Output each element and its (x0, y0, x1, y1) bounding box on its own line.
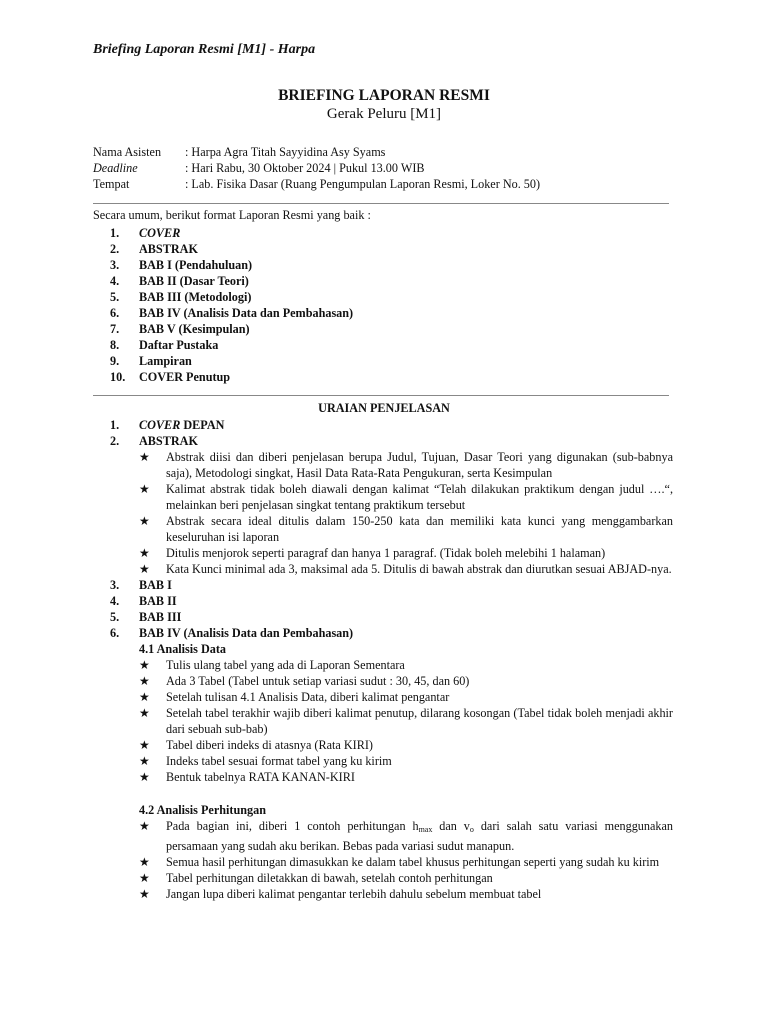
bullet-text: Abstrak secara ideal ditulis dalam 150-250 kata dan memiliki kata kunci yang menggambarkan keseluruhan isi laporan (166, 514, 673, 544)
list-label: BAB I (Pendahuluan) (139, 258, 253, 272)
list-label: ABSTRAK (139, 434, 198, 448)
list-label: Lampiran (139, 354, 192, 368)
list-label: BAB II (139, 594, 177, 608)
info-value: : Lab. Fisika Dasar (Ruang Pengumpulan Laporan Resmi, Loker No. 50) (185, 177, 541, 191)
info-block (93, 144, 693, 192)
bullet-item (139, 449, 673, 481)
uraian-block (110, 417, 673, 902)
bullet-text-part: dan v (432, 819, 470, 833)
intro-text: Secara umum, berikut format Laporan Resmi yang baik : (93, 208, 371, 222)
list-label: BAB IV (Analisis Data dan Pembahasan) (139, 306, 354, 320)
bullet-text: Setelah tabel terakhir wajib diberi kalimat penutup, dilarang kosongan (Tabel tidak boleh menjadi akhir dari sebuah sub-bab) (166, 706, 673, 736)
bullet-text: Tabel diberi indeks di atasnya (Rata KIRI) (166, 738, 373, 752)
bullet-text: Ada 3 Tabel (Tabel untuk setiap variasi sudut : 30, 45, dan 60) (166, 674, 470, 688)
doc-subtitle: Gerak Peluru [M1] (326, 106, 442, 122)
bullet-item (139, 673, 673, 689)
bullet-item (139, 657, 673, 673)
list-item (110, 417, 673, 433)
star-icon: ★ (139, 546, 150, 560)
bullet-text-part: Pada bagian ini, diberi 1 contoh perhitungan h (166, 819, 419, 833)
star-icon: ★ (139, 770, 150, 784)
list-item (110, 305, 353, 321)
list-item (110, 369, 353, 385)
bullet-item (139, 753, 673, 769)
info-key: Deadline (93, 161, 138, 175)
list-num: 1. (110, 418, 120, 432)
list-item (110, 321, 353, 337)
list-label-italic: COVER (139, 418, 181, 432)
section-title: URAIAN PENJELASAN (318, 401, 450, 415)
bullet-item (139, 705, 673, 737)
list-num: 3. (110, 258, 120, 272)
bullet-item (139, 737, 673, 753)
list-label: DEPAN (180, 418, 225, 432)
bullet-item (139, 818, 673, 854)
subsection-title: 4.1 Analisis Data (139, 642, 227, 656)
bullet-text: Kata Kunci minimal ada 3, maksimal ada 5. Ditulis di bawah abstrak dan diurutkan sesuai ABJAD-nya. (166, 562, 672, 576)
list-item (110, 273, 353, 289)
bullet-item (139, 689, 673, 705)
list-num: 2. (110, 434, 120, 448)
info-key: Tempat (93, 177, 130, 191)
bullet-item (139, 886, 673, 902)
list-num: 8. (110, 338, 120, 352)
list-num: 9. (110, 354, 120, 368)
info-row (93, 160, 693, 176)
list-num: 2. (110, 242, 120, 256)
star-icon: ★ (139, 514, 150, 528)
subscript: o (469, 825, 474, 834)
list-item (110, 433, 673, 449)
bullet-text: Jangan lupa diberi kalimat pengantar terlebih dahulu sebelum membuat tabel (166, 887, 542, 901)
bullet-text-part: dari salah satu variasi menggunakan persamaan yang sudah aku berikan. Bebas pada variasi sudut manapun. (166, 819, 673, 853)
list-item (110, 593, 673, 609)
bullet-item (139, 870, 673, 886)
star-icon: ★ (139, 706, 150, 720)
list-item (110, 289, 353, 305)
list-num: 4. (110, 274, 120, 288)
running-header: Briefing Laporan Resmi [M1] - Harpa (93, 42, 316, 57)
list-label: COVER (139, 226, 181, 240)
list-num: 6. (110, 626, 120, 640)
list-num: 10. (110, 370, 126, 384)
bullet-item (139, 545, 673, 561)
star-icon: ★ (139, 855, 150, 869)
list-item (110, 353, 353, 369)
bullet-text (166, 818, 673, 854)
bullet-item (139, 513, 673, 545)
star-icon: ★ (139, 674, 150, 688)
star-icon: ★ (139, 887, 150, 901)
subsection-title: 4.2 Analisis Perhitungan (139, 803, 266, 817)
list-label: BAB I (139, 578, 172, 592)
list-num: 5. (110, 290, 120, 304)
bullet-text: Kalimat abstrak tidak boleh diawali dengan kalimat “Telah dilakukan praktikum dengan judul ….“, melainkan beri penjelasan singkat tentang praktikum tersebut (166, 482, 673, 512)
list-item (110, 337, 353, 353)
list-label: BAB II (Dasar Teori) (139, 274, 249, 288)
list-item (110, 577, 673, 593)
list-label: COVER Penutup (139, 370, 231, 384)
list-item (110, 257, 353, 273)
bullet-text: Bentuk tabelnya RATA KANAN-KIRI (166, 770, 355, 784)
subscript: max (418, 825, 433, 834)
bullet-item (139, 481, 673, 513)
list-num: 1. (110, 226, 120, 240)
bullet-item (139, 561, 673, 577)
list-num: 4. (110, 594, 120, 608)
star-icon: ★ (139, 738, 150, 752)
bullet-item (139, 769, 673, 785)
info-value: : Hari Rabu, 30 Oktober 2024 | Pukul 13.00 WIB (185, 161, 425, 175)
star-icon: ★ (139, 450, 150, 464)
list-num: 5. (110, 610, 120, 624)
info-key: Nama Asisten (93, 145, 162, 159)
bullet-text: Abstrak diisi dan diberi penjelasan berupa Judul, Tujuan, Dasar Teori yang digunakan (sub-babnya saja), Metodologi singkat, Hasil Data Rata-Rata Pengukuran, serta Kesimpulan (166, 450, 673, 480)
list-item (110, 225, 353, 241)
bullet-text: Semua hasil perhitungan dimasukkan ke dalam tabel khusus perhitungan seperti yang sudah ku kirim (166, 855, 660, 869)
list-label: Daftar Pustaka (139, 338, 219, 352)
star-icon: ★ (139, 690, 150, 704)
bullet-text: Setelah tulisan 4.1 Analisis Data, diberi kalimat pengantar (166, 690, 450, 704)
format-list (110, 225, 353, 385)
list-item (110, 625, 673, 641)
list-num: 7. (110, 322, 120, 336)
list-label: BAB V (Kesimpulan) (139, 322, 250, 336)
doc-title: BRIEFING LAPORAN RESMI (278, 87, 490, 104)
star-icon: ★ (139, 819, 150, 833)
list-label: BAB III (139, 610, 182, 624)
list-label: BAB IV (Analisis Data dan Pembahasan) (139, 626, 354, 640)
list-label: ABSTRAK (139, 242, 198, 256)
info-value: : Harpa Agra Titah Sayyidina Asy Syams (185, 145, 386, 159)
divider (93, 203, 669, 204)
list-num: 3. (110, 578, 120, 592)
info-row (93, 176, 693, 192)
list-num: 6. (110, 306, 120, 320)
bullet-item (139, 854, 673, 870)
star-icon: ★ (139, 754, 150, 768)
bullet-text: Tabel perhitungan diletakkan di bawah, setelah contoh perhitungan (166, 871, 493, 885)
bullet-text: Ditulis menjorok seperti paragraf dan hanya 1 paragraf. (Tidak boleh melebihi 1 halaman) (166, 546, 606, 560)
star-icon: ★ (139, 482, 150, 496)
bullet-text: Tulis ulang tabel yang ada di Laporan Sementara (166, 658, 405, 672)
list-item (110, 609, 673, 625)
star-icon: ★ (139, 871, 150, 885)
divider (93, 395, 669, 396)
star-icon: ★ (139, 658, 150, 672)
star-icon: ★ (139, 562, 150, 576)
bullet-text: Indeks tabel sesuai format tabel yang ku kirim (166, 754, 392, 768)
list-item (110, 241, 353, 257)
info-row (93, 144, 693, 160)
list-label: BAB III (Metodologi) (139, 290, 252, 304)
